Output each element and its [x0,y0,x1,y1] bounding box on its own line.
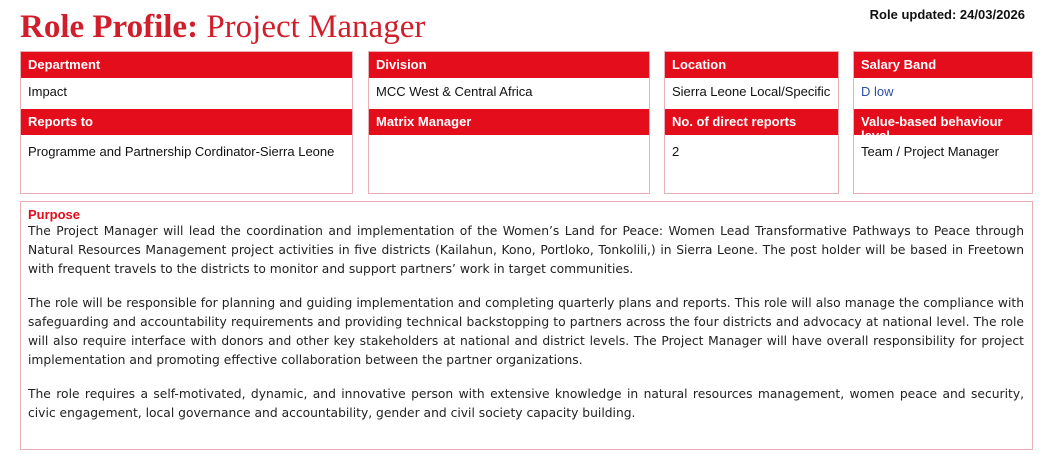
department-header: Department [21,52,352,78]
field-group-department-reports [20,51,353,194]
purpose-paragraph: The role will be responsible for planning and guiding implementation and completing quarterly plans and reports. This role will also manage the compliance with safeguarding and accountability requirements and providing technical backstopping to partners across the four districts and advocacy at national level. The role will also require interface with donors and other key stakeholders at national and district levels. The Project Manager will have overall responsibility for project implementation and promoting effective collaboration between the partner organizations. [28,296,1024,367]
department-value: Impact [28,84,68,99]
reports-to-value: Programme and Partnership Cordinator-Sierra Leone [28,144,335,159]
page-title [20,6,425,48]
purpose-paragraph: The role requires a self-motivated, dynamic, and innovative person with extensive knowledge in natural resources management, women peace and security, civic engagement, local governance and accountability, gender and civil society capacity building. [28,387,1024,420]
role-updated-date: Role updated: 24/03/2026 [869,7,1025,22]
field-group-division-matrix [368,51,650,194]
division-value: MCC West & Central Africa [376,84,533,99]
purpose-paragraph: The Project Manager will lead the coordination and implementation of the Women’s Land for Peace: Women Lead Transformative Pathways to Peace through Natural Resources Management project activities in five districts (Kailahun, Kono, Portloko, Tonkolili,) in Sierra Leone. The post holder will be based in Freetown with frequent travels to the districts to monitor and support partners’ work in target communities. [28,224,1024,276]
field-group-salary-behaviour [853,51,1033,194]
matrix-manager-header: Matrix Manager [369,109,649,135]
location-header: Location [665,52,838,78]
title-role: Project Manager [206,9,426,45]
behaviour-level-value: Team / Project Manager [861,144,1000,159]
division-header: Division [369,52,649,78]
title-prefix: Role Profile: [20,9,199,45]
purpose-section [20,201,1033,450]
salary-band-value: D low [861,84,894,99]
purpose-heading: Purpose [28,207,81,222]
reports-to-header: Reports to [21,109,352,135]
direct-reports-header: No. of direct reports [665,109,838,135]
location-value: Sierra Leone Local/Specific [672,84,831,99]
behaviour-level-header: Value-based behaviour level [854,109,1032,135]
direct-reports-value: 2 [672,144,680,159]
field-group-location-reports [664,51,839,194]
salary-band-header: Salary Band [854,52,1032,78]
